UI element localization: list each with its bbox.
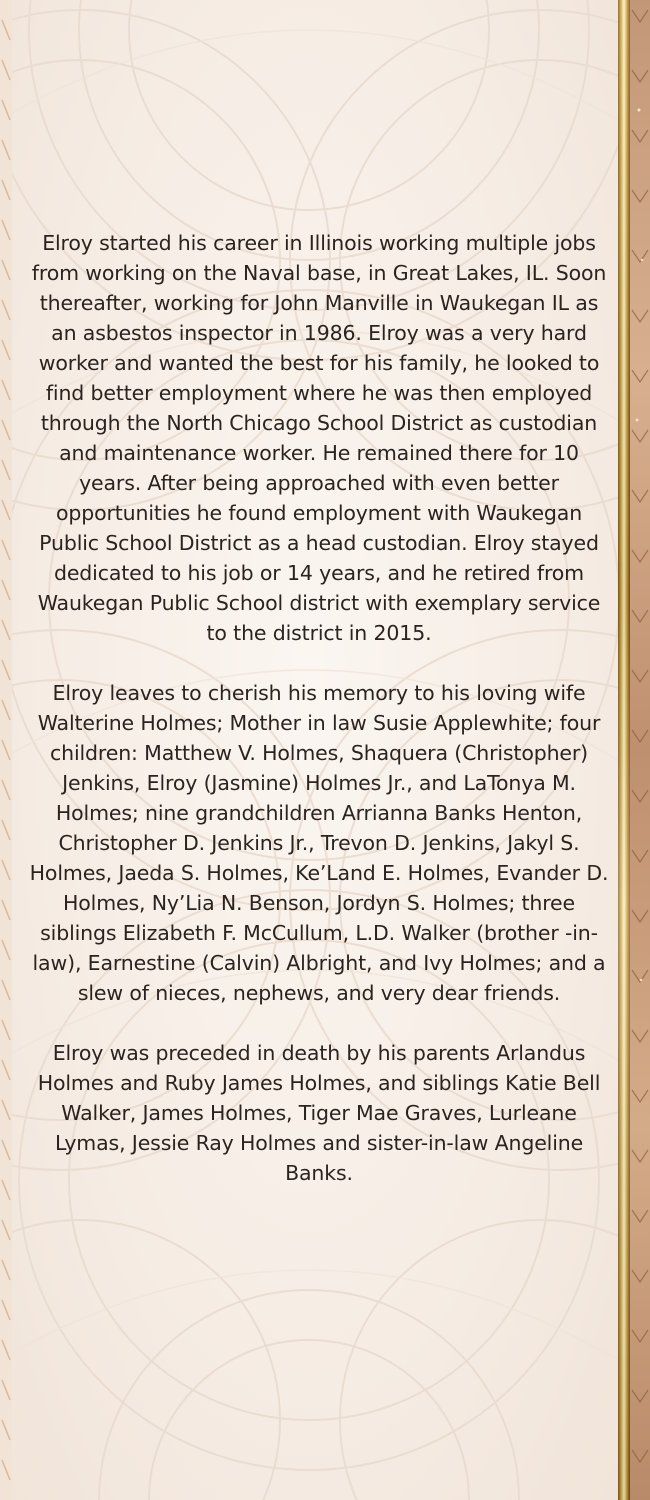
survivors-paragraph: Elroy leaves to cherish his memory to his loving wife Walterine Holmes; Mother in law Susie Applewhite; four children: Matthew V. Holmes, Shaquera (Christopher) Jenkins, Elroy (Jasmine) Holmes Jr., and LaTonya M. Holmes; nine grandchildren Arrianna Banks Henton, Christopher D. Jenkins Jr., Trevon D. Jenkins, Jakyl S. Holmes, Jaeda S. Holmes, Ke’Land E. Holmes, Evander D. Holmes, Ny’Lia N. Benson, Jordyn S. Holmes; three siblings Elizabeth F. McCullum, L.D. Walker (brother -in-law), Earnestine (Calvin) Albright, and Ivy Holmes; and a slew of nieces, nephews, and very dear friends. <box>29 681 609 1005</box>
left-border-ornament <box>0 0 12 1500</box>
obituary-text <box>28 228 610 1218</box>
career-paragraph: Elroy started his career in Illinois working multiple jobs from working on the Naval base, in Great Lakes, IL. Soon thereafter, working for John Manville in Waukegan IL as an asbestos inspector in 1986. Elroy was a very hard worker and wanted the best for his family, he looked to find better employment where he was then employed through the North Chicago School District as custodian and maintenance worker. He remained there for 10 years. After being approached with even better opportunities he found employment with Waukegan Public School District as a head custodian. Elroy stayed dedicated to his job or 14 years, and he retired from Waukegan Public School district with exemplary service to the district in 2015. <box>31 231 607 645</box>
preceded-paragraph: Elroy was preceded in death by his parents Arlandus Holmes and Ruby James Holmes, and siblings Katie Bell Walker, James Holmes, Tiger Mae Graves, Lurleane Lymas, Jessie Ray Holmes and sister-in-law Angeline Banks. <box>37 1041 601 1185</box>
gold-divider <box>618 0 630 1500</box>
right-border-ornament <box>630 0 650 1500</box>
chevron-pattern-icon <box>630 0 650 1500</box>
